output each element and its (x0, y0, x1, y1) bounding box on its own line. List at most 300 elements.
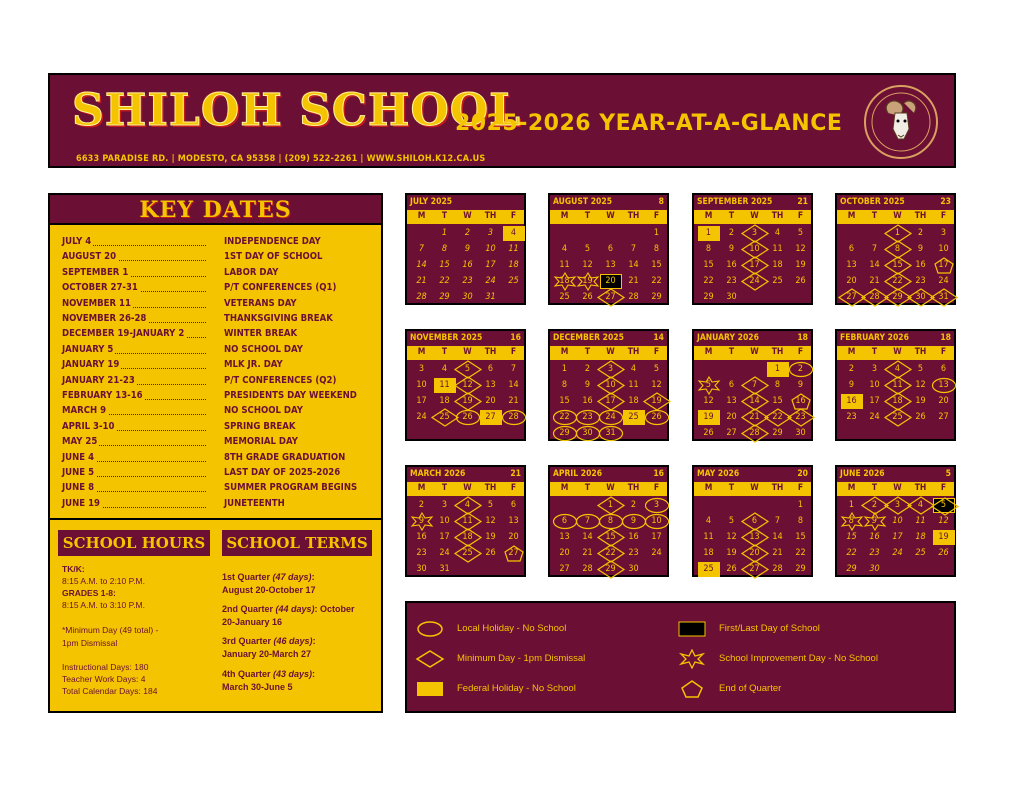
calendar-day: 27 (938, 412, 949, 422)
calendar-day: 8 (600, 514, 622, 529)
calendar-day: 9 (848, 380, 855, 390)
calendar-day: 17 (744, 258, 766, 273)
calendar-day: 16 (790, 394, 812, 409)
calendar-day: 26 (485, 548, 496, 558)
calendar-day: 10 (744, 242, 766, 257)
calendar-day: 15 (795, 532, 806, 542)
calendar-day: 4 (705, 516, 712, 526)
month-day-count: 16 (510, 333, 521, 343)
calendar-day: 8 (797, 516, 804, 526)
calendar-day: 28 (864, 290, 886, 305)
month-header (407, 331, 524, 346)
calendar-day: 15 (439, 260, 450, 270)
calendar-day: 28 (416, 292, 427, 302)
key-date-row (62, 467, 372, 482)
grades-time: 8:15 A.M. to 3:10 P.M. (62, 600, 146, 610)
month-name: MAY 2026 (697, 469, 740, 479)
weekday-label: T (441, 211, 448, 221)
key-date-event: P/T CONFERENCES (Q1) (224, 282, 337, 294)
calendar-day: 25 (915, 548, 926, 558)
key-date: MAY 25 (62, 436, 98, 448)
calendar-day: 30 (795, 428, 806, 438)
calendar-day: 25 (457, 546, 479, 561)
weekday-label: W (750, 347, 759, 357)
school-name: SHILOH SCHOOL (72, 85, 522, 136)
calendar-day: 19 (795, 260, 806, 270)
calendar-day: 21 (869, 276, 880, 286)
weekday-label: F (653, 347, 660, 357)
calendar-day: 16 (869, 532, 880, 542)
calendar-day: 10 (892, 516, 903, 526)
weekday-label: M (704, 347, 713, 357)
calendar-day: 29 (772, 428, 783, 438)
calendar-day: 24 (651, 548, 662, 558)
month-calendar (835, 193, 956, 305)
calendar-day: 24 (938, 276, 949, 286)
calendar-day: 6 (487, 364, 494, 374)
weekday-header (550, 346, 667, 360)
calendar-day: 6 (728, 380, 735, 390)
calendar-day: 1 (600, 498, 622, 513)
weekday-label: T (584, 211, 591, 221)
month-calendar (548, 329, 669, 441)
key-date-row (62, 436, 372, 451)
calendar-day: 4 (774, 228, 781, 238)
key-date: FEBRUARY 13-16 (62, 390, 143, 401)
calendar-day: 20 (485, 396, 496, 406)
calendar-day: 10 (869, 380, 880, 390)
calendar-day: 24 (439, 548, 450, 558)
calendar-day: 23 (790, 410, 812, 425)
calendar-day: 8 (705, 244, 712, 254)
quarter-4-dates: March 30-June 5 (222, 682, 293, 692)
month-day-count: 18 (940, 333, 951, 343)
weekday-label: TH (484, 483, 497, 493)
month-calendar (405, 465, 526, 577)
calendar-day: 11 (508, 244, 519, 254)
calendar-day: 2 (864, 498, 886, 513)
key-date-row (62, 482, 372, 497)
calendar-day: 20 (938, 396, 949, 406)
month-name: AUGUST 2025 (553, 197, 613, 207)
weekday-label: M (704, 211, 713, 221)
calendar-day: 17 (485, 260, 496, 270)
calendar-day: 21 (416, 276, 427, 286)
calendar-day: 17 (869, 396, 880, 406)
calendar-day: 11 (772, 244, 783, 254)
calendar-day: 7 (510, 364, 517, 374)
calendar-day: 18 (915, 532, 926, 542)
calendar-day: 8 (441, 244, 448, 254)
key-date-row (62, 267, 372, 282)
calendar-day: 14 (869, 260, 880, 270)
calendar-day: 11 (434, 378, 456, 393)
month-calendar (405, 193, 526, 305)
key-date-event: THANKSGIVING BREAK (224, 313, 333, 324)
calendar-day: 2 (584, 364, 591, 374)
key-date-row (62, 421, 372, 436)
weekday-label: TH (627, 347, 640, 357)
school-address: 6633 PARADISE RD. | MODESTO, CA 95358 | (209) 522-2261 | WWW.SHILOH.K12.CA.US (76, 154, 486, 164)
quarter-4-label: 4th Quarter (43 days): (222, 669, 316, 679)
calendar-day: 15 (600, 530, 622, 545)
calendar-day: 22 (795, 548, 806, 558)
month-header (407, 195, 524, 210)
calendar-day: 16 (582, 396, 593, 406)
quarter-3-dates: January 20-March 27 (222, 649, 312, 659)
calendar-day: 1 (848, 500, 855, 510)
month-header (837, 331, 954, 346)
key-date: JANUARY 19 (62, 359, 120, 371)
calendar-day: 29 (703, 292, 714, 302)
calendar-day: 1 (653, 228, 660, 238)
calendar-day: 30 (726, 292, 737, 302)
calendar-day: 13 (559, 532, 570, 542)
calendar-day: 14 (508, 380, 519, 390)
tk-label: TK/K: (62, 564, 85, 574)
weekday-label: M (560, 347, 569, 357)
calendar-day: 31 (600, 426, 622, 441)
month-name: JUNE 2026 (840, 469, 885, 479)
calendar-day: 6 (554, 514, 576, 529)
calendar-day: 16 (628, 532, 639, 542)
calendar-day: 13 (846, 260, 857, 270)
calendar-day: 8 (561, 380, 568, 390)
calendar-day: 8 (887, 242, 909, 257)
month-day-count: 8 (658, 197, 664, 207)
calendar-day: 15 (772, 396, 783, 406)
calendar-day: 28 (582, 564, 593, 574)
legend-panel: Local Holiday - No School Minimum Day - 1pm Dismissal Federal Holiday - No School First/Last Day of School School Improvement Day - No School End of Quarter (405, 601, 956, 713)
key-date-event: VETERANS DAY (224, 297, 297, 309)
key-date-event: 8TH GRADE GRADUATION (224, 451, 346, 463)
calendar-day: 9 (797, 380, 804, 390)
key-date: JANUARY 21-23 (62, 374, 135, 386)
weekday-label: M (847, 483, 856, 493)
key-date-row (62, 236, 372, 251)
calendar-day: 18 (554, 274, 576, 289)
calendar-day: 11 (628, 380, 639, 390)
calendar-day: 18 (508, 260, 519, 270)
calendar-day: 23 (628, 548, 639, 558)
weekday-header (837, 482, 954, 496)
month-day-count: 16 (653, 469, 664, 479)
calendar-day: 31 (439, 564, 450, 574)
calendar-day: 8 (841, 514, 863, 529)
weekday-label: F (940, 347, 947, 357)
month-day-count: 14 (653, 333, 664, 343)
calendar-day: 30 (628, 564, 639, 574)
calendar-day: 17 (651, 532, 662, 542)
weekday-label: TH (627, 211, 640, 221)
calendar-day: 12 (582, 260, 593, 270)
calendar-day: 27 (559, 564, 570, 574)
calendar-day: 14 (416, 260, 427, 270)
weekday-label: W (750, 211, 759, 221)
calendar-day: 14 (628, 260, 639, 270)
calendar-day: 13 (508, 516, 519, 526)
calendar-day: 7 (577, 514, 599, 529)
calendar-day: 19 (485, 532, 496, 542)
weekday-label: F (797, 347, 804, 357)
key-date: NOVEMBER 26-28 (62, 313, 147, 324)
calendar-day: 8 (653, 244, 660, 254)
month-name: JULY 2025 (410, 197, 453, 207)
weekday-header (837, 346, 954, 360)
calendar-day: 26 (726, 564, 737, 574)
weekday-label: T (728, 483, 735, 493)
weekday-label: W (463, 347, 472, 357)
calendar-day: 15 (887, 258, 909, 273)
weekday-label: T (871, 211, 878, 221)
weekday-label: TH (914, 211, 927, 221)
calendar-day: 20 (600, 274, 622, 289)
weekday-label: F (653, 211, 660, 221)
calendar-day: 17 (933, 258, 955, 273)
calendar-day: 21 (628, 276, 639, 286)
diamond-icon (415, 649, 445, 669)
calendar-day: 15 (651, 260, 662, 270)
month-calendar (692, 465, 813, 577)
calendar-day: 7 (744, 378, 766, 393)
calendar-day: 9 (464, 244, 471, 254)
key-date: SEPTEMBER 1 (62, 266, 129, 278)
weekday-label: TH (484, 347, 497, 357)
calendar-day: 28 (744, 426, 766, 441)
calendar-day: 30 (416, 564, 427, 574)
weekday-header (694, 482, 811, 496)
key-date-row (62, 390, 372, 405)
month-header (550, 331, 667, 346)
calendar-day: 10 (600, 378, 622, 393)
key-date-event: LAST DAY OF 2025-2026 (224, 467, 341, 478)
month-header (407, 467, 524, 482)
calendar-day: 14 (582, 532, 593, 542)
calendar-day: 12 (726, 532, 737, 542)
key-date-row (62, 498, 372, 513)
calendar-day: 31 (485, 292, 496, 302)
weekday-label: T (584, 483, 591, 493)
calendar-day: 22 (767, 410, 789, 425)
calendar-day: 22 (703, 276, 714, 286)
calendar-day: 28 (628, 292, 639, 302)
calendar-day: 24 (600, 410, 622, 425)
month-header (837, 195, 954, 210)
key-date-row (62, 344, 372, 359)
key-date-event: PRESIDENTS DAY WEEKEND (224, 390, 357, 401)
key-date: JUNE 8 (62, 482, 95, 494)
calendar-day: 5 (933, 498, 955, 513)
calendar-day: 7 (774, 516, 781, 526)
calendar-day: 10 (485, 244, 496, 254)
month-header (694, 195, 811, 210)
calendar-day: 6 (510, 500, 517, 510)
key-date-event: SPRING BREAK (224, 420, 296, 432)
calendar-day: 25 (772, 276, 783, 286)
key-date-event: NO SCHOOL DAY (224, 343, 303, 355)
key-date-event: 1ST DAY OF SCHOOL (224, 251, 323, 263)
key-date-row (62, 298, 372, 313)
month-calendar (548, 465, 669, 577)
month-header (550, 195, 667, 210)
header-banner (48, 73, 956, 168)
calendar-day: 17 (439, 532, 450, 542)
calendar-day: 16 (462, 260, 473, 270)
calendar-day: 19 (933, 530, 955, 545)
calendar-day: 21 (582, 548, 593, 558)
calendar-day: 17 (416, 396, 427, 406)
calendar-day: 10 (416, 380, 427, 390)
calendar-day: 29 (795, 564, 806, 574)
calendar-day: 27 (480, 410, 502, 425)
calendar-day: 11 (915, 516, 926, 526)
calendar-day: 26 (703, 428, 714, 438)
calendar-day: 25 (698, 562, 720, 577)
key-date-row (62, 359, 372, 374)
weekday-label: T (728, 211, 735, 221)
weekday-label: W (463, 211, 472, 221)
weekday-header (550, 210, 667, 224)
weekday-label: F (653, 483, 660, 493)
key-date: JANUARY 5 (62, 343, 114, 355)
weekday-label: W (463, 483, 472, 493)
calendar-day: 3 (441, 500, 448, 510)
calendar-day: 12 (485, 516, 496, 526)
calendar-day: 25 (508, 276, 519, 286)
calendar-day: 13 (933, 378, 955, 393)
calendar-day: 15 (703, 260, 714, 270)
calendar-day: 2 (630, 500, 637, 510)
calendar-day: 25 (887, 410, 909, 425)
calendar-day: 11 (703, 532, 714, 542)
minimum-day-dismissal: 1pm Dismissal (62, 638, 118, 648)
calendar-day: 9 (411, 514, 433, 529)
calendar-day: 13 (744, 530, 766, 545)
calendar-day: 30 (462, 292, 473, 302)
key-date: AUGUST 20 (62, 251, 117, 263)
calendar-day: 29 (887, 290, 909, 305)
calendar-day: 18 (703, 548, 714, 558)
month-name: MARCH 2026 (410, 469, 466, 479)
weekday-label: M (847, 211, 856, 221)
oval-icon (415, 619, 445, 639)
calendar-day: 13 (485, 380, 496, 390)
key-date-event: LABOR DAY (224, 266, 279, 278)
key-date-event: NO SCHOOL DAY (224, 405, 303, 417)
calendar-day: 23 (915, 276, 926, 286)
calendar-day: 9 (584, 380, 591, 390)
calendar-day: 6 (940, 364, 947, 374)
calendar-day: 17 (600, 394, 622, 409)
weekday-label: W (606, 347, 615, 357)
weekday-label: F (510, 483, 517, 493)
calendar-day: 5 (487, 500, 494, 510)
calendar-day: 27 (841, 290, 863, 305)
calendar-day: 26 (915, 412, 926, 422)
calendar-day: 1 (561, 364, 568, 374)
calendar-day: 24 (485, 276, 496, 286)
calendar-day: 2 (917, 228, 924, 238)
weekday-header (407, 482, 524, 496)
calendar-day: 15 (846, 532, 857, 542)
calendar-day: 4 (503, 226, 525, 241)
calendar-day: 31 (933, 290, 955, 305)
weekday-label: M (417, 211, 426, 221)
calendar-day: 26 (795, 276, 806, 286)
key-date: APRIL 3-10 (62, 420, 115, 432)
weekday-label: TH (914, 483, 927, 493)
weekday-label: F (940, 211, 947, 221)
calendar-day: 2 (728, 228, 735, 238)
weekday-label: M (560, 211, 569, 221)
calendar-day: 20 (846, 276, 857, 286)
calendar-day: 12 (915, 380, 926, 390)
calendar-day: 18 (628, 396, 639, 406)
calendar-day: 30 (910, 290, 932, 305)
key-date: JULY 4 (62, 236, 92, 247)
calendar-day: 2 (790, 362, 812, 377)
calendar-day: 18 (439, 396, 450, 406)
key-date-row (62, 375, 372, 390)
calendar-day: 19 (915, 396, 926, 406)
weekday-label: TH (627, 483, 640, 493)
calendar-day: 29 (439, 292, 450, 302)
calendar-day: 12 (703, 396, 714, 406)
weekday-label: TH (771, 347, 784, 357)
black-square-icon (677, 619, 707, 639)
weekday-label: M (704, 483, 713, 493)
calendar-day: 19 (726, 548, 737, 558)
quarter-1-dates: August 20-October 17 (222, 585, 316, 595)
calendar-day: 3 (744, 226, 766, 241)
calendar-day: 25 (559, 292, 570, 302)
key-date-event: INDEPENDENCE DAY (224, 236, 321, 247)
month-day-count: 18 (797, 333, 808, 343)
month-name: DECEMBER 2025 (553, 333, 624, 343)
calendar-day: 10 (938, 244, 949, 254)
weekday-label: T (871, 483, 878, 493)
calendar-day: 23 (462, 276, 473, 286)
calendar-day: 11 (457, 514, 479, 529)
calendar-day: 22 (846, 548, 857, 558)
calendar-day: 11 (887, 378, 909, 393)
weekday-label: W (893, 211, 902, 221)
key-date-event: P/T CONFERENCES (Q2) (224, 374, 337, 386)
weekday-label: T (728, 347, 735, 357)
quarter-2-dates: 20-January 16 (222, 617, 283, 627)
key-date: JUNE 19 (62, 497, 100, 509)
total-calendar-days: Total Calendar Days: 184 (62, 686, 158, 696)
calendar-day: 7 (418, 244, 425, 254)
month-calendar (835, 465, 956, 577)
key-dates-panel (48, 193, 383, 520)
key-date-event: MEMORIAL DAY (224, 436, 298, 448)
key-date-row (62, 452, 372, 467)
calendar-day: 24 (892, 548, 903, 558)
calendar-day: 14 (772, 532, 783, 542)
month-header (550, 467, 667, 482)
key-dates-title: KEY DATES (139, 197, 292, 223)
calendar-day: 18 (457, 530, 479, 545)
weekday-label: W (893, 347, 902, 357)
calendar-day: 21 (772, 548, 783, 558)
calendar-day: 16 (915, 260, 926, 270)
weekday-label: TH (771, 211, 784, 221)
key-date: JUNE 5 (62, 467, 95, 478)
month-day-count: 23 (940, 197, 951, 207)
calendar-day: 5 (728, 516, 735, 526)
key-date-event: WINTER BREAK (224, 328, 298, 340)
